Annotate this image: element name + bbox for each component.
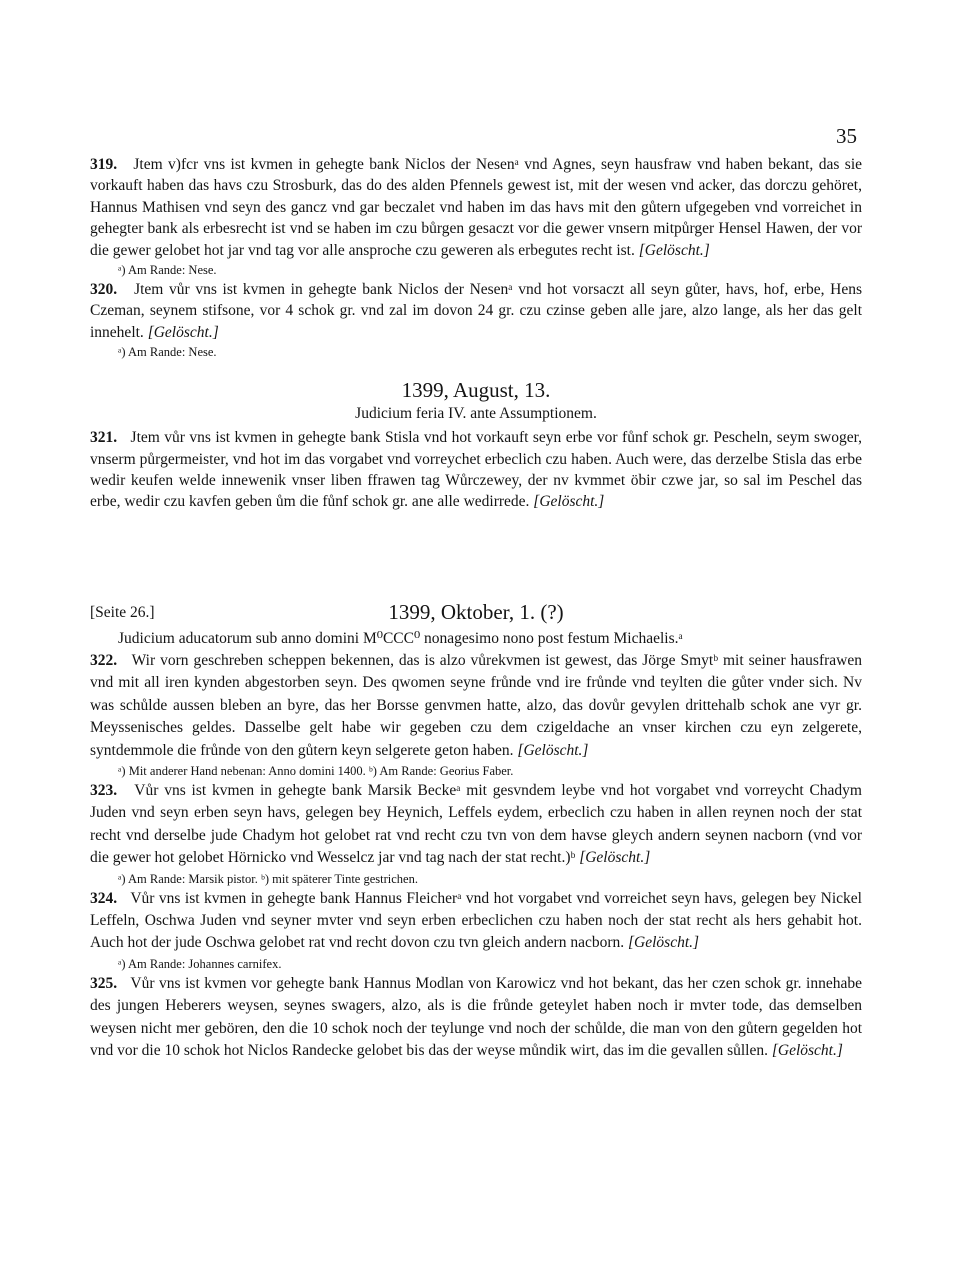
deleted-mark: [Gelöscht.] <box>771 1042 843 1060</box>
entry-323 <box>90 780 862 870</box>
entry-325 <box>90 973 862 1063</box>
date-heading: 1399, August, 13. <box>401 378 551 403</box>
entry-320 <box>90 279 862 343</box>
entry-324 <box>90 888 862 955</box>
footnote: ᵃ) Am Rande: Nese. <box>118 345 217 360</box>
entry-text: Vůr vns ist kvmen vor gehegte bank Hannus Modlan von Karowicz vnd hot bekant, das her czen schok gr. innehabe des jungen Heberers weysen, seynes swagers, alzo, als is die frůnde geteylet haben noch ir mvter tode, das demselben weysen nicht mer gebören, den die 10 schok noch der teylunge vnd noch der schůlde, die man von den gůtern gegelden hot vnd vor die 10 schok hot Niclos Randecke gelobet bis das der weyse můndik wirt, das im die gevallen sůllen. <box>90 974 862 1060</box>
entry-text: Vůr vns ist kvmen in gehegte bank Hannus Fleicherᵃ vnd hot vorgabet vnd vorreichet seyn havs, gelegen bey Nickel Leffeln, Oschwa Juden vnd seyner mvter vnd seyn erben erbeclichen czu haben noch der stat recht als hers gehabit hot. Auch hot der jude Oschwa gelobet rat vnd recht dovon czu tvn gleich andern nacborn. <box>90 889 862 952</box>
deleted-mark: [Gelöscht.] <box>638 241 710 259</box>
entry-text: Vůr vns ist kvmen in gehegte bank Marsik Beckeᵃ mit gesvndem leybe vnd hot vorgabet vnd vorreycht Chadym Juden vnd seyn erben seyn havs, gelegen bey Heynich, Leffels eydem, erbeclich czu haben in allen reynen noch der stat recht vnd derselbe jude Chadym hot gelobet rat vnd recht czu tvn von dem havse gleych andern seynen nacborn (vnd vor die gewer hot gelobet Hörnicko vnd Wesselcz jar vnd tag nach der stat recht.)ᵇ <box>90 782 862 867</box>
date-heading: 1399, Oktober, 1. (?) <box>388 600 564 624</box>
entry-text: Wir vorn geschreben scheppen bekennen, das is alzo vůrekvmen ist gewest, das Jörge Smytᵇ mit seiner hausfrawen vnd mit all iren kynden abgestorben seyn. Des qwomen seyne frůnde vnd ire frůnde vnd teylten die gůter vnder sich. Nv was schůlde aussen bleben an byre, das her Borsse genvmen hatte, alzo, das dovůr gevylen drittehalb schok ane vyr gr. Meyssenisches geldes. Dasselbe gelt habe wir gegeben czu dem czigeldache an vnser kirchen czu eyn zelgerete, syntdemmole die frůnde von den gůtern keyn selgerete geton haben. <box>90 652 862 759</box>
entry-number: 319. <box>90 156 118 173</box>
page-number: 35 <box>836 124 857 148</box>
entry-text: Jtem vůr vns ist kvmen in gehegte bank Niclos der Nesenᵃ vnd hot vorsaczt all seyn gůter, havs, hof, erbe, Hens Czeman, seynem stifsone, vor 4 schok gr. vnd zal im dovon 24 gr. czu czinse geben alle jare, alzo lange, als her das gelt innehelt. <box>90 281 863 341</box>
page-reference: [Seite 26.] <box>90 604 155 621</box>
footnote: ᵃ) Am Rande: Marsik pistor. ᵇ) mit späterer Tinte gestrichen. <box>118 871 418 886</box>
entry-322 <box>90 650 862 762</box>
deleted-mark: [Gelöscht.] <box>579 849 651 867</box>
date-subheading: Judicium aducatorum sub anno domini M⁰CCC⁰ nonagesimo nono post festum Michaelis.ᵃ <box>118 630 683 647</box>
entry-text: Jtem vůr vns ist kvmen in gehegte bank Stisla vnd hot vorkauft seyn erbe vor fůnf schok gr. Pescheln, seym swoger, vnserm půrgermeister, vnd hot im das vorgabet vnd vorreychet erbeclich czu haben. Auch were, das derzelbe Stisla das erbe wedir keufen welde innewenik vnser liben ffrawen tag Wůrczewey, der nv kvmmet öbir czwe jar, so sal im Peschel das erbe, wedir czu kavfen geben ům die fůnf schok gr. ane alle wedirrede. <box>90 429 863 511</box>
upper-section <box>90 154 862 513</box>
entry-number: 321. <box>90 429 118 447</box>
footnote: ᵃ) Am Rande: Johannes carnifex. <box>118 956 282 971</box>
entry-number: 320. <box>90 281 118 299</box>
entry-321 <box>90 427 862 513</box>
footnote: ᵃ) Am Rande: Nese. <box>118 263 217 278</box>
entry-number: 323. <box>90 782 118 800</box>
deleted-mark: [Gelöscht.] <box>147 323 219 341</box>
entry-number: 325. <box>90 974 118 992</box>
footnote: ᵃ) Mit anderer Hand nebenan: Anno domini 1400. ᵇ) Am Rande: Georius Faber. <box>118 764 514 779</box>
deleted-mark: [Gelöscht.] <box>533 493 605 511</box>
deleted-mark: [Gelöscht.] <box>517 741 589 759</box>
section-header <box>90 600 862 628</box>
deleted-mark: [Gelöscht.] <box>628 934 700 952</box>
entry-number: 324. <box>90 889 118 907</box>
date-subheading: Judicium feria IV. ante Assumptionem. <box>355 405 597 423</box>
entry-319 <box>90 154 862 261</box>
entry-text: Jtem v)fcr vns ist kvmen in gehegte bank Niclos der Nesenᵃ vnd Agnes, seyn hausfraw vnd haben bekant, das sie vorkauft haben das havs czu Strosburk, das do des alden Pfennels gewest ist, mit der wesen vnd acker, das dorczu gehöret, Hannus Mathisen vnd seyn des gancz vnd gar beczalet vnd haben im das havs mit den gůtern ufgegeben vnd vorreichet in gehegter bank als erbesrecht ist vnd se haben im czu bůrgen gesaczt vor die gewer vnsern mitpůrger Hensel Hawen, der vor die gewer gelobet hot jar vnd tag vor alle ansproche czu geweren als erbegutes recht ist. <box>90 156 863 259</box>
entry-number: 322. <box>90 652 118 669</box>
lower-section <box>90 600 862 1063</box>
